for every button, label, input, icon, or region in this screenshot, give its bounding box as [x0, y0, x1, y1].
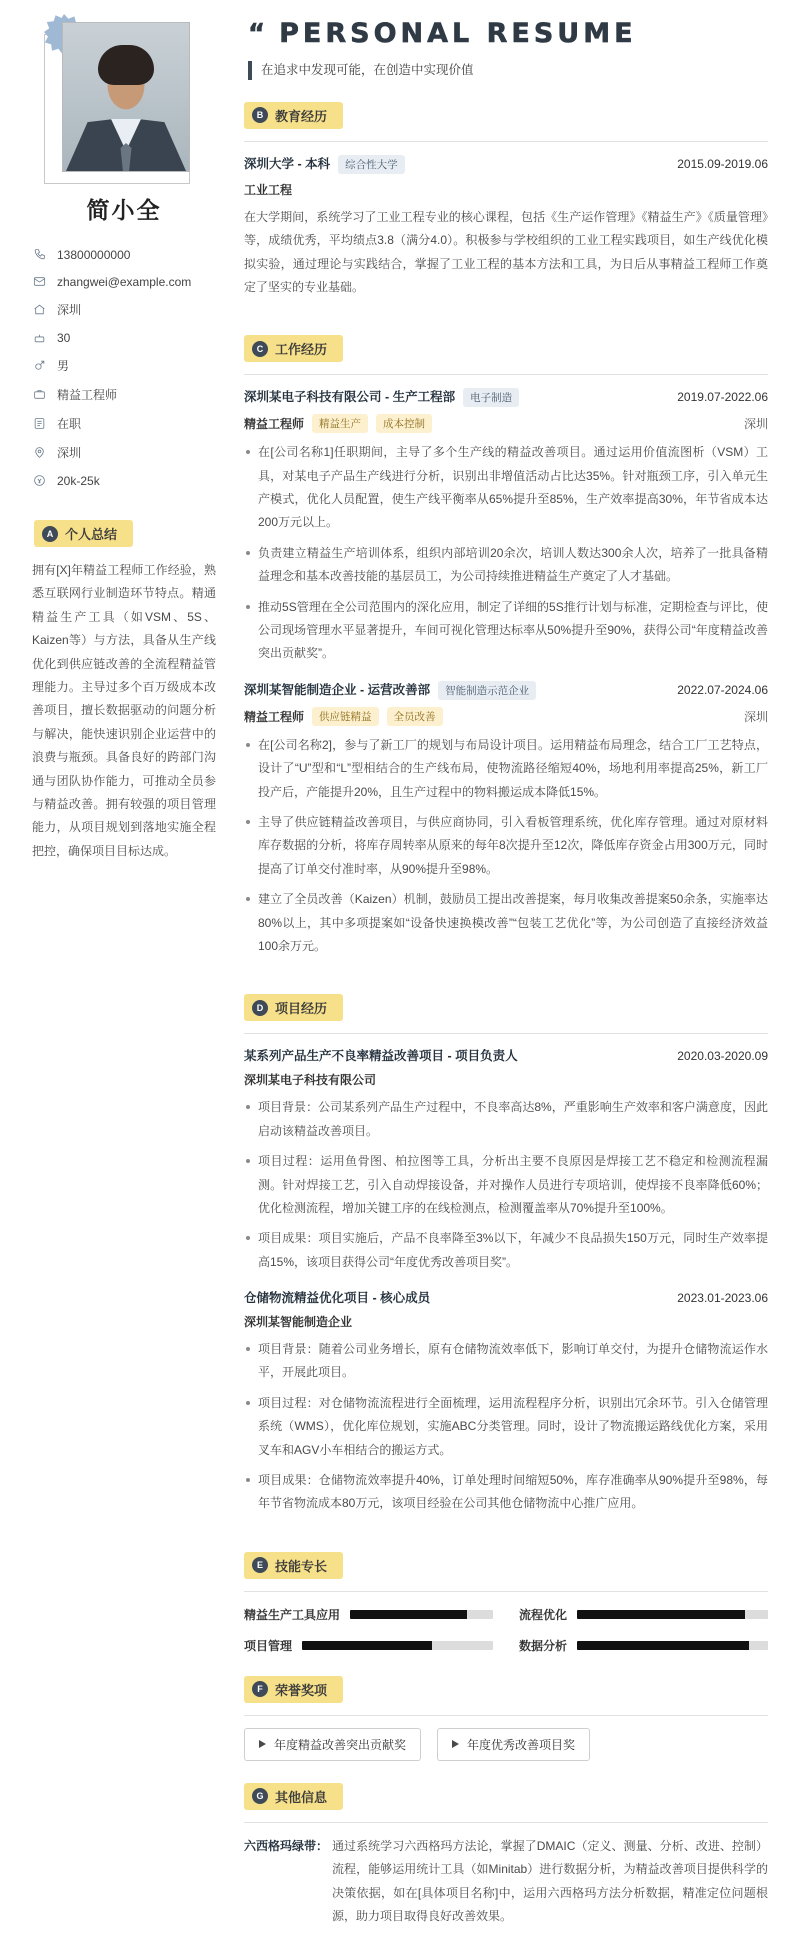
cake-icon [32, 330, 47, 345]
section-badge-icon: B [252, 107, 268, 123]
contact-status [30, 409, 218, 438]
briefcase-icon [32, 387, 47, 402]
contact-value: 20k-25k [57, 473, 100, 488]
contact-city [30, 295, 218, 324]
salary-icon [32, 473, 47, 488]
contact-phone [30, 241, 218, 268]
entry-title: 深圳某智能制造企业 - 运营改善部 [244, 682, 431, 697]
location-icon [32, 445, 47, 460]
divider [244, 1591, 768, 1592]
entry-head [244, 1288, 768, 1306]
entry-title: 深圳某电子科技有限公司 - 生产工程部 [244, 390, 456, 405]
skill-bar [302, 1641, 493, 1650]
skill-item [244, 1606, 493, 1623]
contact-location [30, 438, 218, 467]
list-item: 主导了供应链精益改善项目，与供应商协同，引入看板管理系统，优化库存管理。通过对原材料库存数据的分析，将库存周转率从原来的每年8次提升至12次，降低库存资金占用300万元，同时提高了订单交付准时率，从90%提升至98%。 [244, 811, 768, 881]
skills-grid [244, 1606, 768, 1654]
awards-list [244, 1728, 768, 1761]
entry-date: 2020.03-2020.09 [677, 1049, 768, 1064]
entry-company: 深圳某电子科技有限公司 [244, 1073, 377, 1088]
entry-date: 2019.07-2022.06 [677, 390, 768, 405]
section-header-projects [244, 994, 343, 1021]
list-item: 推动5S管理在全公司范围内的深化应用，制定了详细的5S推行计划与标准，定期检查与评比，使公司现场管理水平显著提升，车间可视化管理达标率从50%提升至90%，获得公司“年度精益改善突出贡献奖”。 [244, 596, 768, 666]
bullet-list [244, 441, 768, 666]
contact-value: 男 [57, 359, 70, 373]
section-badge-icon: A [42, 526, 58, 542]
entry-head [244, 387, 768, 407]
header-block [244, 18, 768, 80]
divider [244, 374, 768, 375]
role-tag: 全员改善 [387, 707, 443, 726]
work-entry [244, 387, 768, 666]
divider [244, 1715, 768, 1716]
contact-position [30, 380, 218, 409]
contact-list [26, 241, 222, 494]
contact-age [30, 324, 218, 351]
photo-block [44, 22, 204, 172]
list-item: 项目过程：对仓储物流流程进行全面梳理，运用流程程序分析，识别出冗余环节。引入仓储管理系统（WMS），优化库位规划，实施ABC分类管理。同时，设计了物流搬运路线优化方案，采用叉车和AGV小车相结合的搬运方式。 [244, 1392, 768, 1462]
role-tag: 成本控制 [376, 414, 432, 433]
section-header-work [244, 335, 343, 362]
mail-icon [32, 274, 47, 289]
entry-role: 精益工程师 [244, 417, 305, 432]
entry-date: 2022.07-2024.06 [677, 682, 768, 697]
divider [244, 1033, 768, 1034]
contact-value: 精益工程师 [57, 388, 118, 402]
contact-salary [30, 467, 218, 494]
section-title: 其他信息 [275, 1789, 328, 1805]
contact-value: zhangwei@example.com [57, 274, 192, 289]
role-tag: 精益生产 [312, 414, 368, 433]
entry-title: 某系列产品生产不良率精益改善项目 - 项目负责人 [244, 1049, 518, 1064]
section-badge-icon: E [252, 1557, 268, 1573]
list-item: 项目过程：运用鱼骨图、柏拉图等工具，分析出主要不良原因是焊接工艺不稳定和检测流程漏测。针对焊接工艺，引入自动焊接设备，并对操作人员进行专项培训，使焊接不良率降低60%；优化检测流程，增加关键工序的在线检测点，检测覆盖率从70%提升至100%。 [244, 1150, 768, 1220]
work-entry [244, 680, 768, 959]
contact-value: 在职 [57, 417, 82, 431]
entry-head [244, 680, 768, 700]
skill-label: 数据分析 [519, 1638, 568, 1653]
section-header-awards [244, 1676, 343, 1703]
skill-bar [577, 1610, 768, 1619]
contact-value: 深圳 [57, 446, 82, 460]
other-info-text: 通过系统学习六西格玛方法论，掌握了DMAIC（定义、测量、分析、改进、控制）流程，能够运用统计工具（如Minitab）进行数据分析，为精益改善项目提供科学的决策依据，如在[具体项目名称]中，运用六西格玛方法分析数据，精准定位问题根源，助力项目取得良好改善效果。 [332, 1838, 768, 1923]
award-item [244, 1728, 421, 1761]
list-item: 项目背景：公司某系列产品生产过程中，不良率高达8%，严重影响生产效率和客户满意度，因此启动该精益改善项目。 [244, 1096, 768, 1143]
award-label: 年度优秀改善项目奖 [467, 1737, 576, 1752]
section-header-other [244, 1783, 343, 1810]
entry-location: 深圳 [743, 709, 768, 724]
entry-tag: 电子制造 [463, 388, 519, 407]
section-title: 项目经历 [275, 1001, 328, 1017]
award-label: 年度精益改善突出贡献奖 [274, 1737, 407, 1752]
divider [244, 141, 768, 142]
page-title: 简小全 [86, 197, 162, 223]
other-info-item [244, 1835, 768, 1929]
entry-subtitle [244, 1071, 768, 1088]
gender-icon [32, 358, 47, 373]
contact-email [30, 268, 218, 295]
entry-tag: 智能制造示范企业 [438, 681, 536, 700]
skill-bar [577, 1641, 768, 1650]
section-title: 技能专长 [275, 1558, 328, 1574]
entry-head [244, 154, 768, 174]
list-item: 在[公司名称1]任职期间，主导了多个生产线的精益改善项目。通过运用价值流图析（VSM）工具，对某电子产品生产线进行分析，识别出非增值活动占比达35%。针对瓶颈工序，引入单元生产模式，优化人员配置，使生产线平衡率从65%提升至85%，生产效率提高30%，年节省成本达200万元以上。 [244, 441, 768, 535]
entry-location: 深圳 [743, 417, 768, 432]
entry-description: 在大学期间，系统学习了工业工程专业的核心课程，包括《生产运作管理》《精益生产》《质量管理》等，成绩优秀，平均绩点3.8（满分4.0）。积极参与学校组织的工业工程实践项目，如生产线优化模拟实验，通过理论与实践结合，掌握了工业工程的基本方法和工具，为日后从事精益工程师工作奠定了坚实的专业基础。 [244, 209, 768, 294]
phone-icon [32, 247, 47, 262]
section-title: 教育经历 [275, 108, 328, 124]
education-entry [244, 154, 768, 300]
role-tag: 供应链精益 [312, 707, 379, 726]
project-entry [244, 1046, 768, 1274]
section-header-skills [244, 1552, 343, 1579]
bullet-list [244, 1338, 768, 1516]
section-badge-icon: G [252, 1788, 268, 1804]
section-title: 工作经历 [275, 342, 328, 358]
section-badge-icon: F [252, 1681, 268, 1697]
list-item: 项目背景：随着公司业务增长，原有仓储物流效率低下，影响订单交付，为提升仓储物流运作水平，开展此项目。 [244, 1338, 768, 1385]
bullet-list [244, 734, 768, 959]
other-info-key: 六西格玛绿带： [244, 1838, 329, 1853]
section-header-education [244, 102, 343, 129]
section-title: 荣誉奖项 [275, 1682, 328, 1698]
list-item: 项目成果：项目实施后，产品不良率降至3%以下，年减少不良品损失150万元，同时生产效率提高15%，该项目获得公司“年度优秀改善项目奖”。 [244, 1227, 768, 1274]
skill-bar [350, 1610, 493, 1619]
list-item: 项目成果：仓储物流效率提升40%，订单处理时间缩短50%，库存准确率从90%提升至98%，每年节省物流成本80万元，该项目经验在公司其他仓储物流中心推广应用。 [244, 1469, 768, 1516]
contact-gender [30, 351, 218, 380]
play-triangle-icon [259, 1740, 266, 1748]
resume-title: PERSONAL RESUME [279, 18, 637, 49]
section-badge-icon: D [252, 1000, 268, 1016]
project-entry [244, 1288, 768, 1516]
skill-label: 精益生产工具应用 [244, 1607, 341, 1622]
award-item [437, 1728, 590, 1761]
entry-date: 2015.09-2019.06 [677, 156, 768, 171]
skill-item [519, 1606, 768, 1623]
entry-date: 2023.01-2023.06 [677, 1291, 768, 1306]
list-item: 在[公司名称2]，参与了新工厂的规划与布局设计项目。运用精益布局理念，结合工厂工艺特点，设计了“U”型和“L”型相结合的生产线布局，使物流路径缩短40%，场地利用率提高25%，新工厂投产后，产能提升20%，且生产过程中的物料搬运成本降低15%。 [244, 734, 768, 804]
list-item: 负责建立精益生产培训体系，组织内部培训20余次，培训人数达300余人次，培养了一批具备精益理念和基本改善技能的基层员工，为公司持续推进精益生产奠定了人才基础。 [244, 542, 768, 589]
contact-value: 13800000000 [57, 247, 131, 262]
skill-item [519, 1637, 768, 1654]
status-icon [32, 416, 47, 431]
home-icon [32, 302, 47, 317]
divider [244, 1822, 768, 1823]
entry-title: 仓储物流精益优化项目 - 核心成员 [244, 1291, 431, 1306]
bullet-list [244, 1096, 768, 1274]
summary-text: 拥有[X]年精益工程师工作经验，熟悉互联网行业制造环节特点。精通精益生产工具（如VSM、5S、Kaizen等）与方法，具备从生产线优化到供应链改善的全流程精益管理能力。主导过多个百万级成本改善项目，擅长数据驱动的问题分析与解决，能快速识别企业运营中的浪费与瓶颈。具备良好的跨部门沟通与团队协作能力，可推动全员参与精益改善。拥有较强的项目管理能力，从项目规划到落地实施全程把控，确保项目目标达成。 [32, 563, 216, 858]
skill-label: 流程优化 [519, 1607, 568, 1622]
section-title: 个人总结 [65, 527, 118, 542]
entry-title: 深圳大学 - 本科 [244, 156, 331, 171]
entry-company: 深圳某智能制造企业 [244, 1315, 353, 1330]
entry-tag: 综合性大学 [338, 155, 405, 174]
entry-subtitle [244, 181, 768, 198]
skill-item [244, 1637, 493, 1654]
left-column [26, 18, 222, 1928]
avatar [62, 22, 190, 172]
entry-subtitle [244, 707, 768, 726]
tagline: 在追求中发现可能，在创造中实现价值 [248, 61, 768, 80]
play-triangle-icon [452, 1740, 459, 1748]
entry-role: 精益工程师 [244, 709, 305, 724]
list-item: 建立了全员改善（Kaizen）机制，鼓励员工提出改善提案，每月收集改善提案50余条，实施率达80%以上，其中多项提案如“设备快速换模改善”“包装工艺优化”等，为公司创造了直接经济效益100余万元。 [244, 888, 768, 958]
contact-value: 深圳 [57, 303, 82, 317]
resume-title-row [248, 18, 768, 49]
contact-value: 30 [57, 330, 71, 345]
section-badge-icon: C [252, 341, 268, 357]
entry-subtitle [244, 1313, 768, 1330]
quote-icon: “ [248, 19, 270, 49]
entry-head [244, 1046, 768, 1064]
skill-label: 项目管理 [244, 1638, 293, 1653]
entry-subtitle [244, 414, 768, 433]
right-column [244, 18, 768, 1928]
entry-major: 工业工程 [244, 182, 293, 197]
section-header-summary [34, 520, 133, 547]
